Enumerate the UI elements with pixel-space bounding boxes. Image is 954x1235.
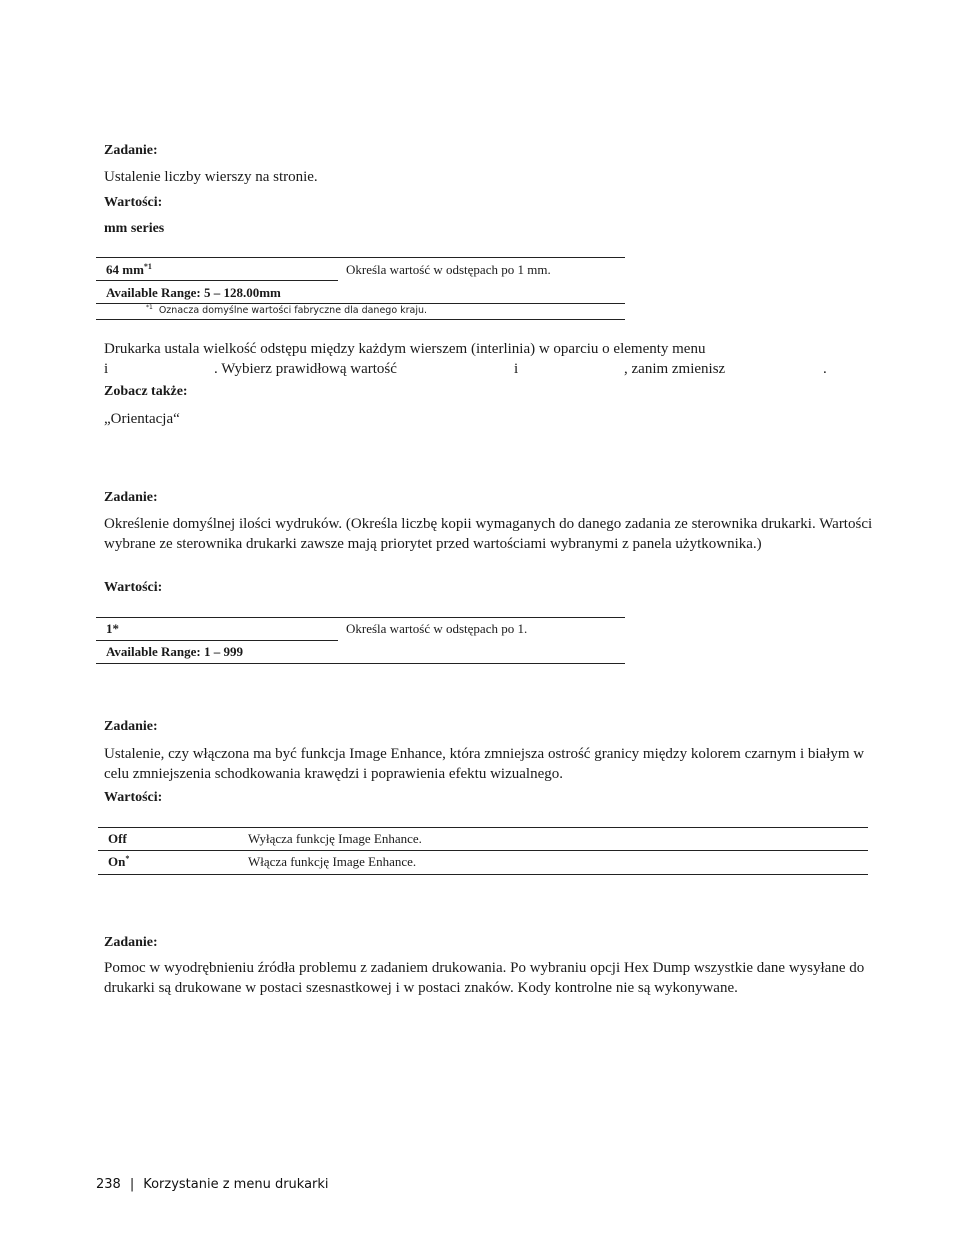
value-cell-on: On* xyxy=(108,854,130,869)
default-value-cell: 1* xyxy=(106,621,119,636)
page-footer xyxy=(96,1177,329,1192)
description-cell-off: Wyłącza funkcję Image Enhance. xyxy=(248,831,422,846)
task-label: Zadanie: xyxy=(104,143,158,158)
values-label: Wartości: xyxy=(104,790,163,805)
range-cell: Available Range: 5 – 128.00mm xyxy=(106,285,281,300)
task-label: Zadanie: xyxy=(104,490,158,505)
default-value-cell: 64 $mm^{*1}$ xyxy=(106,262,152,277)
table-rule xyxy=(96,257,625,258)
value-cell-off: Off xyxy=(108,831,127,846)
description-cell: Określa wartość w odstępach po 1 mm. xyxy=(346,262,551,277)
table-rule xyxy=(98,874,868,875)
table-rule xyxy=(96,280,338,281)
task-text: Określenie domyślnej ilości wydruków. (Określa liczbę kopii wymaganych do danego zadania ze sterownika drukarki. Wartości wybrane ze sterownika drukarki zawsze mają priorytet przed wartościami wybranymi z panela użytkownika.) xyxy=(104,516,873,552)
table-rule xyxy=(96,663,625,664)
task-text: Ustalenie, czy włączona ma być funkcja Image Enhance, która zmniejsza ostrość granicy między kolorem czarnym i białym w celu zmniejszenia schodkowania krawędzi i poprawienia efektu wizualnego. xyxy=(104,746,865,782)
table-rule xyxy=(96,640,338,641)
task-label: Zadanie: xyxy=(104,719,158,734)
footnote: $^{*1}$ Oznacza domyślne wartości fabryczne dla danego kraju. xyxy=(146,304,428,316)
values-label: Wartości: xyxy=(104,195,163,210)
table-rule xyxy=(98,827,868,828)
note-fragment: , zanim zmienisz xyxy=(624,361,726,377)
task-text: Ustalenie liczby wierszy na stronie. xyxy=(104,169,318,185)
description-cell: Określa wartość w odstępach po 1. xyxy=(346,621,528,636)
note-fragment: i xyxy=(514,361,519,377)
note-fragment: i xyxy=(104,361,109,377)
task-text: Pomoc w wyodrębnieniu źródła problemu z zadaniem drukowania. Po wybraniu opcji Hex Dump wszystkie dane wysyłane do drukarki są drukowane w postaci szesnastkowej i w postaci znaków. Kody kontrolne nie są wykonywane. xyxy=(104,960,865,996)
note-fragment: . Wybierz prawidłową wartość xyxy=(214,361,397,377)
values-label: Wartości: xyxy=(104,580,163,595)
description-cell-on: Włącza funkcję Image Enhance. xyxy=(248,854,417,869)
table-rule xyxy=(96,319,625,320)
see-also-label: Zobacz także: xyxy=(104,384,188,399)
note-line: Drukarka ustala wielkość odstępu między każdym wierszem (interlinia) w oparciu o elementy menu xyxy=(104,341,706,357)
note-fragment: . xyxy=(823,361,827,377)
page-number: 238 xyxy=(96,1177,121,1192)
chapter-title: Korzystanie z menu drukarki xyxy=(143,1177,329,1192)
table-rule xyxy=(98,850,868,851)
task-label: Zadanie: xyxy=(104,935,158,950)
range-cell: Available Range: 1 – 999 xyxy=(106,644,243,659)
footer-separator: | xyxy=(129,1177,135,1192)
see-also-link[interactable]: „Orientacja“ xyxy=(104,411,180,427)
series-label: mm series xyxy=(104,221,165,236)
table-rule xyxy=(96,617,625,618)
